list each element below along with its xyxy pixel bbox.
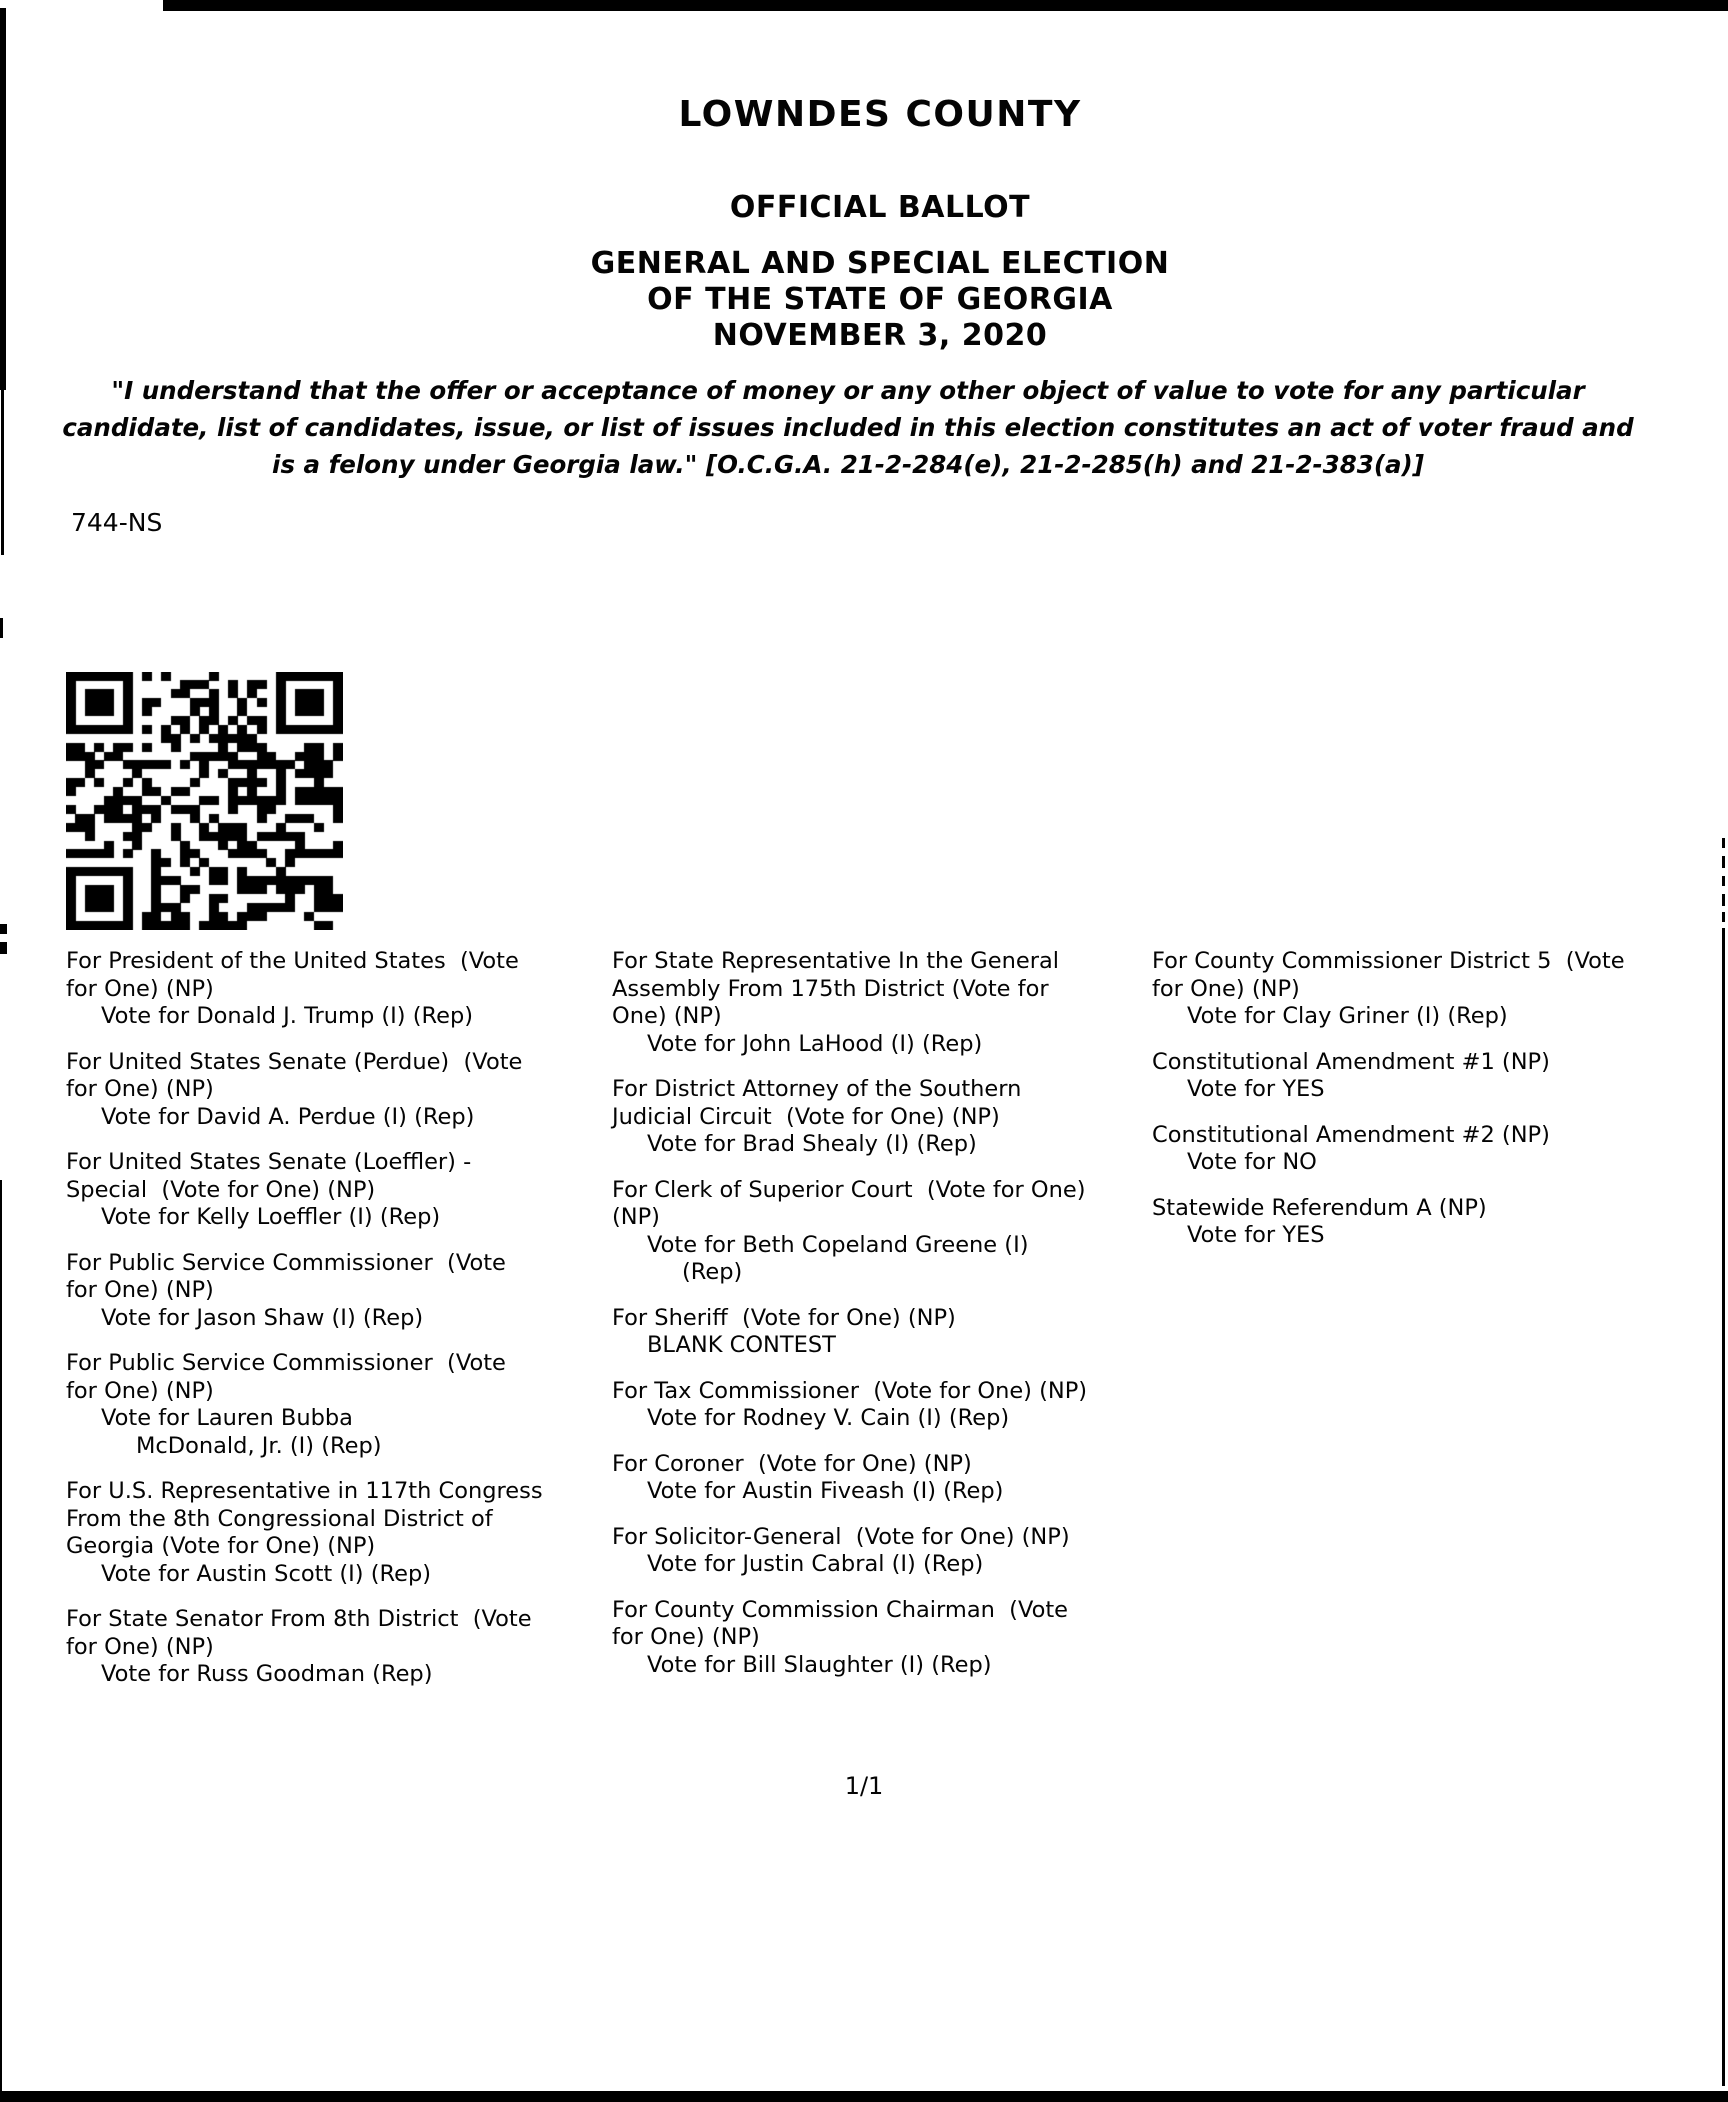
contest (612, 1597, 1160, 1680)
contest-selection: BLANK CONTEST (647, 1332, 836, 1358)
scan-artifact-right-dash-5 (1722, 912, 1725, 922)
contest-selection: Vote for YES (1187, 1222, 1325, 1248)
scan-artifact-top-bar (163, 0, 1728, 11)
contest-title: For Public Service Commissioner (Vote for One) (NP) (66, 1249, 506, 1303)
scan-artifact-right-dash-3 (1722, 876, 1725, 886)
contest-column-2 (612, 948, 1160, 1697)
qr-code (66, 672, 343, 930)
contest-title: For United States Senate (Loeffler) - Special (Vote for One) (NP) (66, 1149, 472, 1203)
county-title: LOWNDES COUNTY (678, 94, 1082, 135)
contest-selection: Vote for Donald J. Trump (I) (Rep) (101, 1003, 474, 1029)
contest-title: For Public Service Commissioner (Vote for One) (NP) (66, 1350, 506, 1404)
scan-artifact-left-tick-2 (0, 942, 7, 954)
contest-selection: Vote for John LaHood (I) (Rep) (647, 1030, 983, 1057)
contest (1152, 948, 1728, 1031)
contest-selection: Vote for Austin Fiveash (I) (Rep) (647, 1478, 1004, 1504)
contest-title: For County Commission Chairman (Vote for One) (NP) (612, 1596, 1069, 1650)
contest (612, 1076, 1160, 1159)
contest-title: For Tax Commissioner (Vote for One) (NP) (612, 1377, 1088, 1404)
contest-selection: Vote for Russ Goodman (Rep) (101, 1661, 433, 1687)
contest (66, 1149, 601, 1232)
scan-artifact-left-bar (0, 8, 6, 390)
contest-title: Constitutional Amendment #1 (NP) (1152, 1048, 1550, 1075)
scan-artifact-right-dash-1 (1722, 838, 1725, 848)
contest-selection: Vote for Jason Shaw (I) (Rep) (101, 1304, 424, 1331)
contest-selection: Vote for Beth Copeland Greene (I) (Rep) (647, 1231, 1029, 1285)
contest-title: For President of the United States (Vote for One) (NP) (66, 948, 519, 1002)
contest-title: For District Attorney of the Southern Judicial Circuit (Vote for One) (NP) (612, 1076, 1022, 1130)
contest-title: Constitutional Amendment #2 (NP) (1152, 1121, 1550, 1148)
contest-title: For Solicitor-General (Vote for One) (NP) (612, 1523, 1070, 1550)
contest (1152, 1195, 1728, 1250)
scan-artifact-left-tick-1 (0, 924, 7, 934)
scan-artifact-left-thin-line (0, 1180, 2, 2091)
fraud-disclaimer: "I understand that the offer or acceptance of money or any other object of value to vote for any particular candidate, list of candidates, issue, or list of issues included in this election constitutes an act of voter fraud and is a felony under Georgia law." [O.C.G.A. 21-2-284(e), 21-2-285(h) and 21-2-383(a)] (62, 376, 1634, 479)
contest (612, 1305, 1160, 1360)
scan-artifact-right-dash-4 (1722, 894, 1725, 906)
contest-title: For Coroner (Vote for One) (NP) (612, 1450, 972, 1477)
ballot-style-code: 744-NS (71, 508, 163, 537)
contest-title: For United States Senate (Perdue) (Vote for One) (NP) (66, 1048, 523, 1102)
contest-title: For County Commissioner District 5 (Vote for One) (NP) (1152, 948, 1625, 1002)
contest (612, 1524, 1160, 1579)
ballot-title: OFFICIAL BALLOT (729, 190, 1031, 225)
contest (66, 1606, 601, 1689)
scan-artifact-right-dash-2 (1722, 856, 1725, 868)
scan-artifact-bottom-bar (0, 2091, 1728, 2102)
contest-selection: Vote for Clay Griner (I) (Rep) (1187, 1003, 1508, 1029)
contest-title: For U.S. Representative in 117th Congress From the 8th Congressional District of Georgia (Vote for One) (NP) (66, 1478, 543, 1559)
contest-title: For State Senator From 8th District (Vote for One) (NP) (66, 1606, 532, 1660)
contest-column-1 (66, 948, 601, 1707)
election-title: GENERAL AND SPECIAL ELECTION OF THE STATE OF GEORGIA NOVEMBER 3, 2020 (590, 246, 1170, 353)
contest (1152, 1122, 1728, 1177)
contest (66, 1049, 601, 1132)
contest-selection: Vote for Austin Scott (I) (Rep) (101, 1560, 432, 1587)
contest (612, 1451, 1160, 1506)
contest (66, 1478, 601, 1588)
contest-title: Statewide Referendum A (NP) (1152, 1194, 1487, 1221)
contest (612, 948, 1160, 1058)
contest (612, 1378, 1160, 1433)
contest-selection: Vote for Justin Cabral (I) (Rep) (647, 1551, 984, 1577)
scan-artifact-left-line (1, 390, 4, 555)
contest-title: For Clerk of Superior Court (Vote for One) (NP) (612, 1176, 1086, 1230)
contest-selection: Vote for Brad Shealy (I) (Rep) (647, 1131, 977, 1157)
page-indicator: 1/1 (844, 1772, 884, 1800)
scan-artifact-left-dash (0, 618, 3, 638)
contest-title: For Sheriff (Vote for One) (NP) (612, 1304, 956, 1331)
contest-selection: Vote for NO (1187, 1149, 1317, 1175)
contest (66, 948, 601, 1031)
contest-selection: Vote for Kelly Loeffler (I) (Rep) (101, 1204, 441, 1230)
contest (66, 1250, 601, 1333)
contest (1152, 1049, 1728, 1104)
contest-selection: Vote for Bill Slaughter (I) (Rep) (647, 1651, 992, 1678)
contest-selection: Vote for YES (1187, 1076, 1325, 1102)
contest (66, 1350, 601, 1460)
contest-selection: Vote for Rodney V. Cain (I) (Rep) (647, 1405, 1010, 1431)
contest-selection: Vote for Lauren Bubba McDonald, Jr. (I) (Rep) (101, 1405, 382, 1459)
contest-selection: Vote for David A. Perdue (I) (Rep) (101, 1103, 475, 1130)
contest-title: For State Representative In the General Assembly From 175th District (Vote for One) (NP) (612, 948, 1059, 1029)
contest (612, 1177, 1160, 1287)
contest-column-3 (1152, 948, 1728, 1268)
